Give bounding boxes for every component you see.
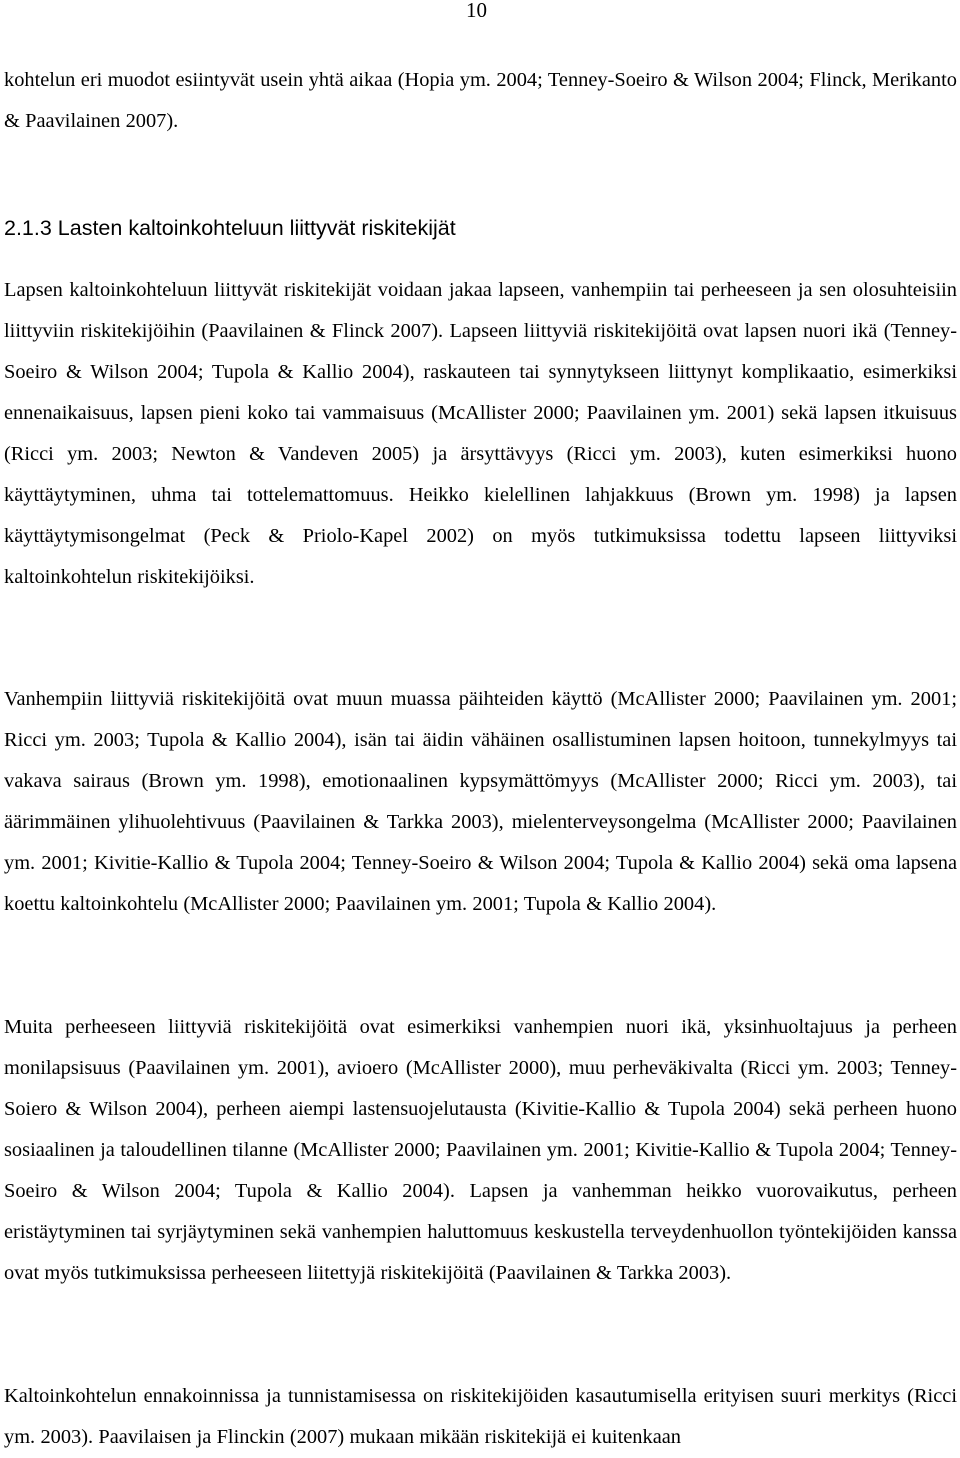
paragraph-child-risk-factors: Lapsen kaltoinkohteluun liittyvät riskitekijät voidaan jakaa lapseen, vanhempiin tai perheeseen ja sen olosuhteisiin liittyviin riskitekijöihin (Paavilainen & Flinck 2007). Lapseen liittyviä riskitekijöitä ovat lapsen nuori ikä (Tenney-Soeiro & Wilson 2004; Tupola & Kallio 2004), raskauteen tai synnytykseen liittynyt komplikaatio, esimerkiksi ennenaikaisuus, lapsen pieni koko tai vammaisuus (McAllister 2000; Paavilainen ym. 2001) sekä lapsen itkuisuus (Ricci ym. 2003; Newton & Vandeven 2005) ja ärsyttävyys (Ricci ym. 2003), kuten esimerkiksi huono käyttäytyminen, uhma tai tottelemattomuus. Heikko kielellinen lahjakkuus (Brown ym. 1998) ja lapsen käyttäytymisongelmat (Peck & Priolo-Kapel 2002) on myös tutkimuksissa todettu lapseen liittyviksi kaltoinkohtelun riskitekijöiksi. [4, 279, 957, 588]
paragraph-risk-accumulation: Kaltoinkohtelun ennakoinnissa ja tunnistamisessa on riskitekijöiden kasautumisella erityisen suuri merkitys (Ricci ym. 2003). Paavilaisen ja Flinckin (2007) mukaan mikään riskitekijä ei kuitenkaan [4, 1385, 957, 1448]
intro-paragraph: kohtelun eri muodot esiintyvät usein yhtä aikaa (Hopia ym. 2004; Tenney-Soeiro & Wilson 2004; Flinck, Merikanto & Paavilainen 2007). [4, 69, 957, 132]
paragraph-family-risk-factors: Muita perheeseen liittyviä riskitekijöitä ovat esimerkiksi vanhempien nuori ikä, yksinhuoltajuus ja perheen monilapsisuus (Paavilainen ym. 2001), avioero (McAllister 2000), muu perheväkivalta (Ricci ym. 2003; Tenney-Soiero & Wilson 2004), perheen aiempi lastensuojelutausta (Kivitie-Kallio & Tupola 2004) sekä perheen huono sosiaalinen ja taloudellinen tilanne (McAllister 2000; Paavilainen ym. 2001; Kivitie-Kallio & Tupola 2004; Tenney-Soeiro & Wilson 2004; Tupola & Kallio 2004). Lapsen ja vanhemman heikko vuorovaikutus, perheen eristäytyminen tai syrjäytyminen sekä vanhempien haluttomuus keskustella terveydenhuollon työntekijöiden kanssa ovat myös tutkimuksissa perheeseen liitettyjä riskitekijöitä (Paavilainen & Tarkka 2003). [4, 1016, 957, 1284]
section-heading: 2.1.3 Lasten kaltoinkohteluun liittyvät riskitekijät [4, 216, 456, 240]
page-number: 10 [466, 0, 487, 22]
paragraph-parent-risk-factors: Vanhempiin liittyviä riskitekijöitä ovat muun muassa päihteiden käyttö (McAllister 2000; Paavilainen ym. 2001; Ricci ym. 2003; Tupola & Kallio 2004), isän tai äidin vähäinen osallistuminen lapsen hoitoon, tunnekylmyys tai vakava sairaus (Brown ym. 1998), emotionaalinen kypsymättömyys (McAllister 2000; Ricci ym. 2003), tai äärimmäinen ylihuolehtivuus (Paavilainen & Tarkka 2003), mielenterveysongelma (McAllister 2000; Paavilainen ym. 2001; Kivitie-Kallio & Tupola 2004; Tenney-Soeiro & Wilson 2004; Tupola & Kallio 2004) sekä oma lapsena koettu kaltoinkohtelu (McAllister 2000; Paavilainen ym. 2001; Tupola & Kallio 2004). [4, 688, 957, 915]
